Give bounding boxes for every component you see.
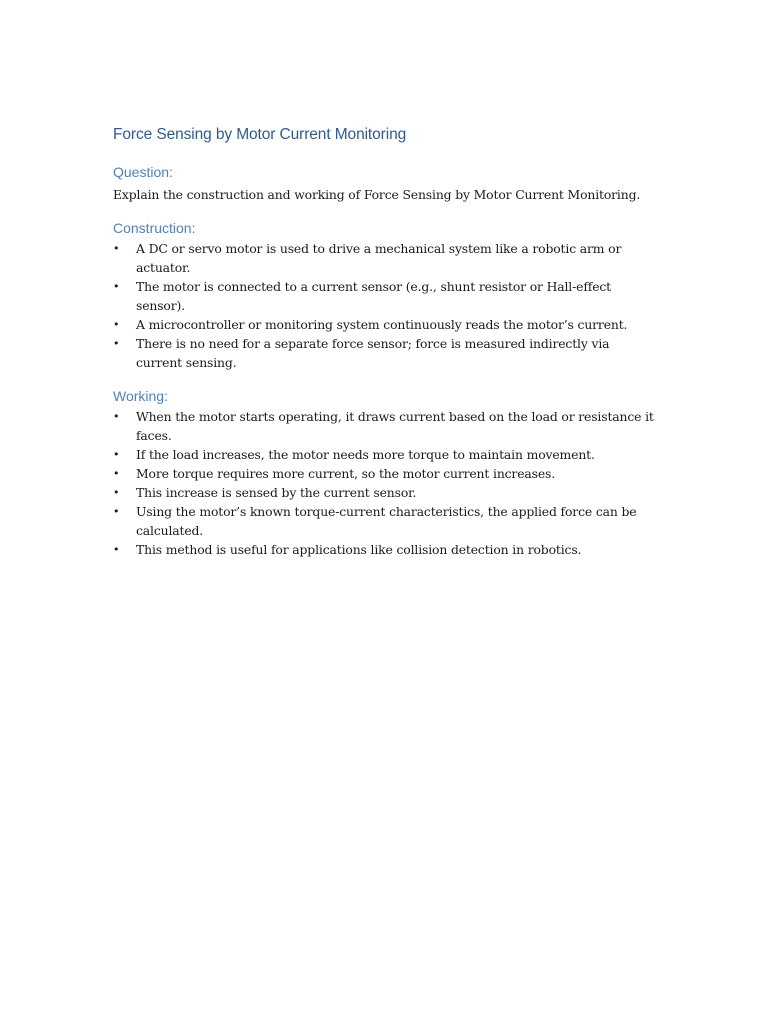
list-item-text: When the motor starts operating, it draws current based on the load or resistance it faces. xyxy=(136,409,654,443)
list-item xyxy=(113,540,658,559)
document-title: Force Sensing by Motor Current Monitoring xyxy=(113,126,407,143)
list-item xyxy=(113,445,658,464)
list-item xyxy=(113,334,658,372)
bullet-icon: • xyxy=(113,337,120,350)
list-item-text: A DC or servo motor is used to drive a mechanical system like a robotic arm or actuator. xyxy=(136,241,622,275)
list-item xyxy=(113,464,658,483)
list-item-text: The motor is connected to a current sensor (e.g., shunt resistor or Hall-effect sensor). xyxy=(136,279,611,313)
list-item xyxy=(113,277,658,315)
list-item xyxy=(113,407,658,445)
bullet-icon: • xyxy=(113,242,120,255)
list-item-text: There is no need for a separate force sensor; force is measured indirectly via current sensing. xyxy=(136,336,610,370)
list-item-text: This increase is sensed by the current sensor. xyxy=(136,485,417,500)
bullet-icon: • xyxy=(113,280,120,293)
list-item xyxy=(113,315,658,334)
bullet-icon: • xyxy=(113,448,120,461)
list-item xyxy=(113,483,658,502)
bullet-icon: • xyxy=(113,505,120,518)
working-heading: Working: xyxy=(113,388,168,404)
working-list xyxy=(113,407,658,559)
bullet-icon: • xyxy=(113,467,120,480)
bullet-icon: • xyxy=(113,318,120,331)
list-item-text: More torque requires more current, so the motor current increases. xyxy=(136,466,556,481)
bullet-icon: • xyxy=(113,410,120,423)
list-item-text: If the load increases, the motor needs more torque to maintain movement. xyxy=(136,447,595,462)
list-item-text: This method is useful for applications like collision detection in robotics. xyxy=(136,542,582,557)
list-item-text: Using the motor’s known torque-current characteristics, the applied force can be calculated. xyxy=(136,504,637,538)
bullet-icon: • xyxy=(113,543,120,556)
question-text: Explain the construction and working of Force Sensing by Motor Current Monitoring. xyxy=(113,187,641,202)
list-item xyxy=(113,502,658,540)
list-item-text: A microcontroller or monitoring system continuously reads the motor’s current. xyxy=(136,317,628,332)
list-item xyxy=(113,239,658,277)
bullet-icon: • xyxy=(113,486,120,499)
construction-list xyxy=(113,239,658,372)
question-heading: Question: xyxy=(113,164,173,180)
construction-heading: Construction: xyxy=(113,220,196,236)
document-page xyxy=(113,124,658,559)
